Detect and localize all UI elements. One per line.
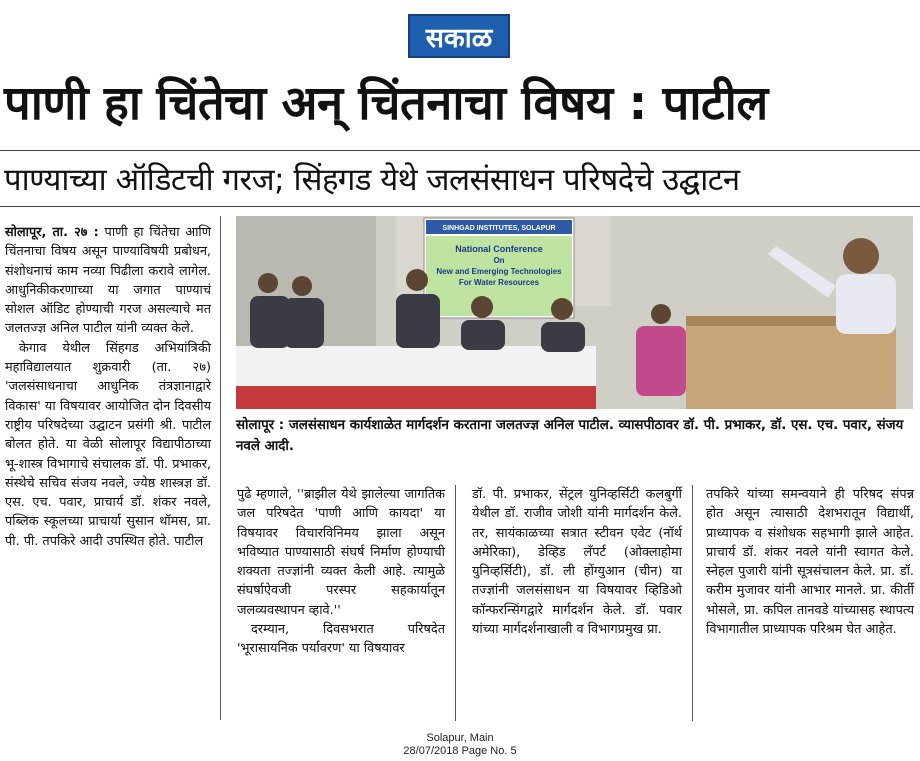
banner-text: New and Emerging Technologies	[436, 267, 562, 276]
paragraph: पाणी हा चिंतेचा आणि चिंतनाचा विषय असून पाण्याविषयी प्रबोधन, संशोधनाचं काम नव्या पिढीला करावे लागेल. आधुनिकीकरणाच्या या जगात पाण्याचं सोशल ऑडिट होण्याची गरज असल्याचे मत जलतज्ज्ञ अनिल पाटील यांनी व्यक्त केले.	[5, 225, 211, 337]
subheadline: पाण्याच्या ऑडिटची गरज; सिंहगड येथे जलसंसाधन परिषदेचे उद्घाटन	[4, 162, 740, 198]
masthead-logo: सकाळ	[408, 14, 510, 58]
headline: पाणी हा चिंतेचा अन्‌ चिंतनाचा विषय : पाटील	[4, 76, 768, 131]
paragraph: तपकिरे यांच्या समन्वयाने ही परिषद संपन्न होत असून त्यासाठी देशभरातून विद्यार्थी, प्राध्यापक व संशोधक सहभागी झाले आहेत. प्राचार्य डॉ. शंकर नवले यांनी स्वागत केले. स्नेहल पुजारी यांनी सूत्रसंचालन केले. प्रा. डॉ. करीम मुजावर यांनी आभार मानले. प्रा. कीर्ती भोसले, प्रा. कपिल तानवडे यांच्यासह स्थापत्य विभागातील प्राध्यापक परिश्रम घेत आहेत.	[706, 487, 914, 638]
divider	[0, 150, 920, 151]
column-divider	[455, 485, 456, 721]
article-column-1	[5, 223, 211, 551]
paragraph: डॉ. पी. प्रभाकर, सेंट्रल युनिव्हर्सिटी कलबुर्गी येथील डॉ. राजीव जोशी यांनी मार्गदर्शन केले. तर, सायंकाळच्या सत्रात स्टीवन एवेट (नॉर्थ अमेरिका), डेव्हिड लॅंपर्ट (ओक्लाहोमा युनिव्हर्सिटी), डॉ. ली होंग्युआन (चीन) या तज्ज्ञांनी जलसंसाधन या विषयावर व्हिडिओ कॉन्फरन्सिंगद्वारे मार्गदर्शन केले. डॉ. पवार यांच्या मार्गदर्शनाखाली व विभागप्रमुख प्रा.	[472, 487, 682, 638]
footer-edition: Solapur, Main	[426, 732, 494, 744]
banner-text: For Water Resources	[458, 278, 540, 287]
banner-org-text: SINHGAD INSTITUTES, SOLAPUR	[442, 225, 556, 232]
article-column-4	[706, 485, 914, 639]
paragraph: दरम्यान, दिवसभरात परिषदेत 'भूरासायनिक पर्यावरण' या विषयावर	[237, 622, 445, 657]
column-divider	[692, 485, 693, 721]
photo-caption: सोलापूर : जलसंसाधन कार्यशाळेत मार्गदर्शन करताना जलतज्ज्ञ अनिल पाटील. व्यासपीठावर डॉ. पी. प्रभाकर, डॉ. एस. एच. पवार, संजय नवले आदी.	[236, 418, 904, 454]
footer-date-page: 28/07/2018 Page No. 5	[403, 745, 517, 757]
paragraph: पुढे म्हणाले, ''ब्राझील येथे झालेल्या जागतिक जल परिषदेत 'पाणी आणि कायदा' या विषयावर विचारविनिमय झाला असून भविष्यात पाण्यासाठी संघर्ष निर्माण होण्याची शक्यता तज्ज्ञांनी व्यक्त केली आहे. त्यामुळे संघर्षाऐवजी परस्पर सहकार्यातून जलव्यवस्थापन व्हावे.''	[237, 487, 445, 618]
article-column-2	[237, 485, 445, 659]
banner-text: On	[493, 256, 505, 265]
news-photo	[236, 216, 913, 409]
dateline: सोलापूर, ता. २७ :	[5, 225, 99, 240]
divider	[0, 206, 920, 207]
column-divider	[220, 216, 221, 720]
banner-text: National Conference	[455, 244, 543, 254]
paragraph: केगाव येथील सिंहगड अभियांत्रिकी महाविद्यालयात शुक्रवारी (ता. २७) 'जलसंसाधनाचा आधुनिक तंत्रज्ञानाद्वारे विकास' या विषयावर आयोजित दोन दिवसीय राष्ट्रीय परिषदेच्या उद्घाटन प्रसंगी श्री. पाटील बोलत होते. या वेळी सोलापूर विद्यापीठाच्या भू-शास्त्र विभागाचे संचालक डॉ. पी. प्रभाकर, संस्थेचे सचिव संजय नवले, ज्येष्ठ शास्त्रज्ञ डॉ. एस. एच. पवार, प्राचार्य डॉ. शंकर नवले, पब्लिक स्कूलच्या प्राचार्या सुसान थॉमस, प्रा. पी. पी. तपकिरे आदी उपस्थित होते. पाटील	[5, 340, 211, 549]
article-column-3	[472, 485, 682, 639]
